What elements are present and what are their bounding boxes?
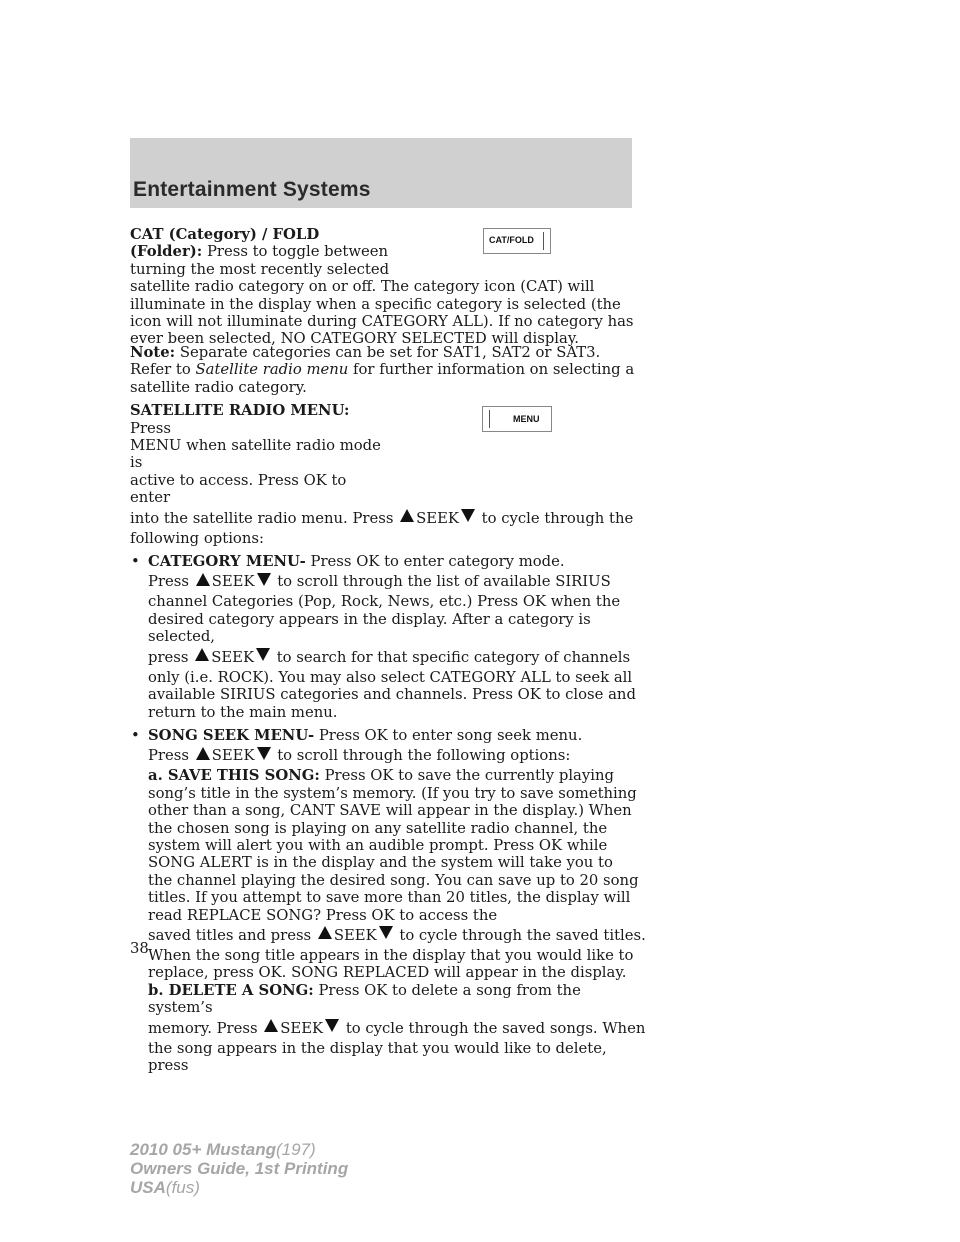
seek-up-arrow-icon: [318, 926, 332, 939]
category-menu-item: • CATEGORY MENU- Press OK to enter category mode.: [131, 553, 565, 571]
seek-down-arrow-icon: [257, 573, 271, 586]
seek-down-arrow-icon: [379, 926, 393, 939]
page-body: CAT/FOLD CAT (Category) / FOLD (Folder): Press to toggle between turning the most recently selected satellite radio category on or off. The category icon (CAT) will illuminate in the display when a specific category is selected (the icon will not illuminate during CATEGORY ALL). If no category has ever been selected, NO CATEGORY SELECTED will display. Note: Separate categories can be set for SAT1, SAT2 or SAT3. Refer to Satellite radio menu for further information on selecting a satellite radio category. MENU SATELLITE RADIO MENU: Press MENU when satellite radio mode is active to access. Press OK to enter into the satellite radio menu. Press SEEK to cycle through the following options: • CATEGORY MENU- Press OK to enter category mode. Press SEEK to scroll through the list of available SIRIUS channel Categories (Pop, Rock, News, etc.) Press OK when the desired category appears in the display. After a category is selected, press SEEK to search for that specific category of channels only (i.e. ROCK). You may also select CATEGORY ALL to seek all available SIRIUS categories and channels. Press OK to close and return to the main menu. • SONG SEEK MENU- Press OK to enter song seek menu. Press SEEK to scroll through the following options: a. SAVE THIS SONG: Press OK to save the currently playing song’s title in the system’s memory. (If you try to save something other than a song, CANT SAVE will appear in the display.) When the chosen song is playing on any satellite radio channel, the system will alert you with an audible prompt. Press OK while SONG ALERT is in the display and the system will take you to the channel playing the desired song. You can save up to 20 song titles. If you attempt to save more than 20 titles, the display will read REPLACE SONG? Press OK to access the saved titles and press SEEK to cycle through the saved titles. When the song title appears in the display that you would like to replace, press OK. SONG REPLACED will appear in the display. b. DELETE A SONG: Press OK to delete a song from the system’s memory. Press SEEK to cycle through the saved songs. When the song appears in the display that you would like to delete, press: [130, 226, 646, 1074]
save-this-song-paragraph: a. SAVE THIS SONG: Press OK to save the currently playing song’s title in the system’s memory. (If you try to save something other than a song, CANT SAVE will appear in the display.) When the chosen song is playing on any satellite radio channel, the system will alert you with an audible prompt. Press OK while SONG ALERT is in the display and the system will take you to the channel playing the desired song. You can save up to 20 song titles. If you attempt to save more than 20 titles, the display will read REPLACE SONG? Press OK to access the: [148, 767, 639, 924]
cat-fold-section: CAT/FOLD CAT (Category) / FOLD (Folder): Press to toggle between turning the most recently selected satellite radio category on or off. The category icon (CAT) will illuminate in the display when a specific category is selected (the icon will not illuminate during CATEGORY ALL). If no category has ever been selected, NO CATEGORY SELECTED will display.: [130, 226, 640, 344]
seek-up-arrow-icon: [195, 648, 209, 661]
bullet-glyph: •: [131, 553, 140, 571]
song-seek-menu-item: • SONG SEEK MENU- Press OK to enter song seek menu.: [131, 726, 583, 744]
sat-menu-seek-line: into the satellite radio menu. Press SEEK to cycle through the: [130, 509, 634, 527]
cat-fold-term2: (Folder):: [130, 243, 203, 261]
seek-down-arrow-icon: [257, 747, 271, 760]
footer-imprint: 2010 05+ Mustang(197) Owners Guide, 1st Printing USA(fus): [130, 1140, 349, 1197]
page-number: 38: [130, 940, 149, 957]
page-title: Entertainment Systems: [133, 178, 371, 201]
seek-down-arrow-icon: [256, 648, 270, 661]
cat-fold-button-image: CAT/FOLD: [483, 228, 551, 254]
cat-fold-term: CAT (Category) / FOLD: [130, 226, 320, 243]
cat-fold-description: satellite radio category on or off. The category icon (CAT) will illuminate in the display when a specific category is selected (the icon will not illuminate during CATEGORY ALL). If no category has ever been selected, NO CATEGORY SELECTED will display.: [130, 278, 634, 348]
seek-up-arrow-icon: [196, 573, 210, 586]
seek-up-arrow-icon: [264, 1019, 278, 1032]
seek-down-arrow-icon: [461, 509, 475, 522]
satellite-radio-menu-section: MENU SATELLITE RADIO MENU: Press MENU when satellite radio mode is active to access. Press OK to enter into the satellite radio menu. Press SEEK to cycle through the following options:: [130, 402, 640, 547]
menu-button-image: MENU: [482, 406, 552, 432]
seek-up-arrow-icon: [196, 747, 210, 760]
bullet-glyph: •: [131, 726, 140, 744]
satellite-radio-menu-reference: Satellite radio menu: [195, 361, 349, 379]
note-paragraph: Note: Separate categories can be set for SAT1, SAT2 or SAT3. Refer to Satellite radio menu for further information on selecting a satellite radio category.: [130, 344, 635, 396]
seek-up-arrow-icon: [400, 509, 414, 522]
delete-a-song-paragraph: b. DELETE A SONG: Press OK to delete a song from the system’s: [148, 981, 581, 1017]
seek-down-arrow-icon: [325, 1019, 339, 1032]
